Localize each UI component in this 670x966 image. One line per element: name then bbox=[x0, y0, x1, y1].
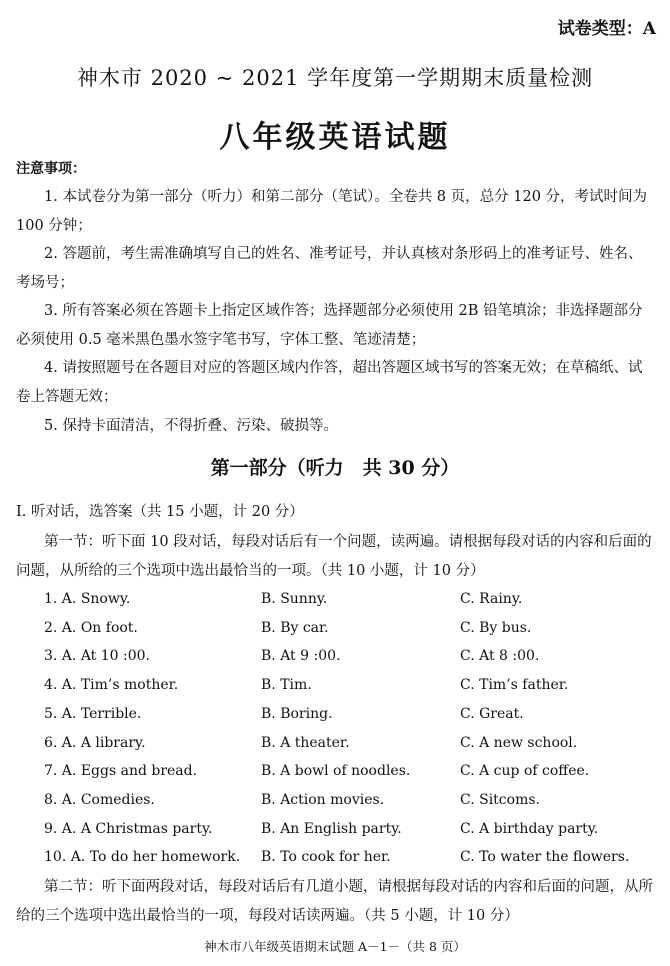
question-row bbox=[44, 735, 644, 763]
notice-item-4: 4. 请按照题号在各题目对应的答题区域内作答，超出答题区域书写的答案无效；在草稿纸、试卷上答题无效； bbox=[16, 360, 643, 405]
option-b: B. Sunny. bbox=[261, 591, 328, 607]
question-row bbox=[44, 620, 644, 648]
question-row bbox=[44, 706, 644, 734]
notice-item-2: 2. 答题前，考生需准确填写自己的姓名、准考证号，并认真核对条形码上的准考证号、姓名、考场号； bbox=[16, 246, 643, 291]
notice-item-1: 1. 本试卷分为第一部分（听力）和第二部分（笔试）。全卷共 8 页，总分 120 分，考试时间为 100 分钟； bbox=[16, 189, 648, 234]
option-a: 6. A. A library. bbox=[44, 734, 146, 751]
question-row bbox=[44, 648, 644, 676]
option-c: C. A cup of coffee. bbox=[460, 763, 590, 780]
school-title: 神木市 2020 ~ 2021 学年度第一学期期末质量检测 bbox=[76, 66, 594, 90]
option-a: 8. A. Comedies. bbox=[44, 791, 155, 808]
option-c: C. At 8 :00. bbox=[460, 648, 540, 665]
question-row bbox=[44, 677, 644, 705]
option-a: 10. A. To do her homework. bbox=[44, 849, 241, 866]
sub-section-1-intro: 第一节：听下面 10 段对话，每段对话后有一个问题，读两遍。请根据每段对话的内容和后面的问题，从所给的三个选项中选出最恰当的一项。（共 10 小题，计 10 分） bbox=[16, 534, 652, 579]
exam-type-label: 试卷类型：A bbox=[557, 19, 656, 39]
option-c: C. Great. bbox=[460, 705, 524, 722]
option-a: 2. A. On foot. bbox=[44, 619, 138, 636]
option-b: B. Action movies. bbox=[261, 791, 385, 808]
option-a: 1. A. Snowy. bbox=[44, 591, 131, 607]
notice-item-5: 5. 保持卡面清洁，不得折叠、污染、破损等。 bbox=[44, 418, 338, 434]
option-b: B. By car. bbox=[261, 619, 329, 636]
option-b: B. To cook for her. bbox=[261, 849, 391, 866]
notice-heading: 注意事项： bbox=[16, 161, 86, 177]
option-a: 5. A. Terrible. bbox=[44, 705, 142, 722]
option-a: 4. A. Tim’s mother. bbox=[44, 677, 179, 694]
page-footer: 神木市八年级英语期末试题 A－1－（共 8 页） bbox=[204, 939, 466, 954]
question-row bbox=[44, 792, 644, 820]
option-b: B. At 9 :00. bbox=[261, 648, 341, 665]
option-a: 7. A. Eggs and bread. bbox=[44, 763, 198, 780]
part-one-title: 第一部分（听力 共 30 分） bbox=[210, 457, 460, 479]
option-c: C. A new school. bbox=[460, 734, 578, 751]
question-row bbox=[44, 821, 644, 849]
option-a: 3. A. At 10 :00. bbox=[44, 648, 151, 665]
option-b: B. An English party. bbox=[261, 820, 402, 837]
page-title: 八年级英语试题 bbox=[219, 120, 451, 155]
option-c: C. Rainy. bbox=[460, 591, 523, 607]
notice-item-3: 3. 所有答案必须在答题卡上指定区域作答；选择题部分必须使用 2B 铅笔填涂；非选择题部分必须使用 0.5 毫米黑色墨水签字笔书写，字体工整、笔迹清楚； bbox=[16, 303, 643, 348]
option-c: C. Tim’s father. bbox=[460, 677, 569, 694]
option-c: C. By bus. bbox=[460, 619, 532, 636]
option-b: B. A bowl of noodles. bbox=[261, 763, 411, 780]
option-c: C. To water the flowers. bbox=[460, 849, 630, 866]
section-heading: Ⅰ. 听对话，选答案（共 15 小题，计 20 分） bbox=[16, 504, 304, 520]
option-b: B. Boring. bbox=[261, 705, 333, 722]
option-c: C. Sitcoms. bbox=[460, 791, 540, 808]
sub-section-2-intro: 第二节：听下面两段对话，每段对话后有几道小题，请根据每段对话的内容和后面的问题，从所给的三个选项中选出最恰当的一项，每段对话读两遍。（共 5 小题，计 10 分） bbox=[16, 879, 653, 924]
option-c: C. A birthday party. bbox=[460, 820, 599, 837]
option-a: 9. A. A Christmas party. bbox=[44, 820, 213, 837]
question-row bbox=[44, 591, 644, 619]
question-row bbox=[44, 763, 644, 791]
option-b: B. Tim. bbox=[261, 677, 312, 694]
option-b: B. A theater. bbox=[261, 734, 350, 751]
